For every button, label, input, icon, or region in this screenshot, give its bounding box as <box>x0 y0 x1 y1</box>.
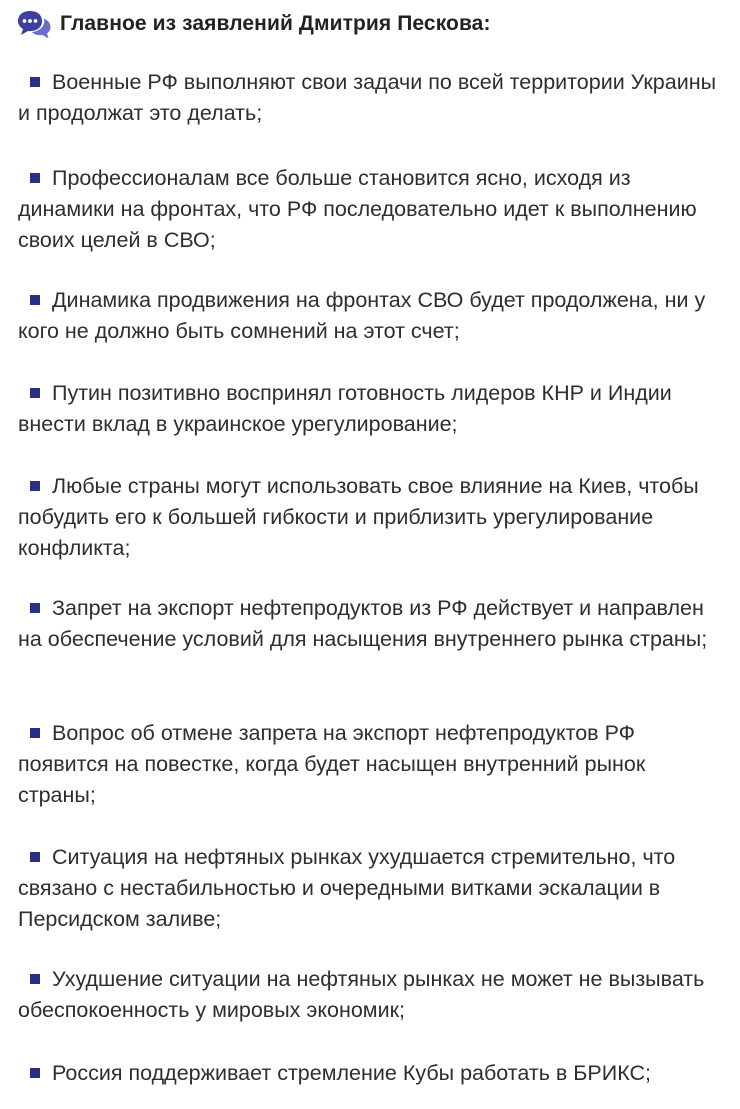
list-item-text: Ухудшение ситуации на нефтяных рынках не может не вызывать обеспокоенность у мировых экономик; <box>18 967 705 1022</box>
list-item <box>18 718 728 811</box>
bullet-square-icon <box>30 728 40 738</box>
list-item <box>18 964 728 1026</box>
bullet-square-icon <box>30 388 40 398</box>
list-item <box>18 285 728 347</box>
bullet-square-icon <box>30 77 40 87</box>
bullet-square-icon <box>30 603 40 613</box>
bullet-square-icon <box>30 173 40 183</box>
bullet-square-icon <box>30 974 40 984</box>
list-item <box>18 593 728 655</box>
list-item-text: Любые страны могут использовать свое влияние на Киев, чтобы побудить его к большей гибкости и приблизить урегулирование конфликта; <box>18 474 699 560</box>
list-item <box>18 163 728 256</box>
bullet-square-icon <box>30 1068 40 1078</box>
list-item-text: Ситуация на нефтяных рынках ухудшается стремительно, что связано с нестабильностью и очередными витками эскалации в Персидском заливе; <box>18 845 676 931</box>
list-item <box>18 1058 728 1089</box>
list-item <box>18 842 728 935</box>
list-item-text: Запрет на экспорт нефтепродуктов из РФ действует и направлен на обеспечение условий для насыщения внутреннего рынка страны; <box>18 596 708 651</box>
page-title: Главное из заявлений Дмитрия Пескова: <box>60 12 491 35</box>
bullet-square-icon <box>30 295 40 305</box>
list-item-text: Путин позитивно воспринял готовность лидеров КНР и Индии внести вклад в украинское урегулирование; <box>18 381 672 436</box>
bullet-square-icon <box>30 481 40 491</box>
list-item <box>18 471 728 564</box>
list-item-text: Динамика продвижения на фронтах СВО будет продолжена, ни у кого не должно быть сомнений на этот счет; <box>18 288 706 343</box>
list-item-text: Россия поддерживает стремление Кубы работать в БРИКС; <box>52 1061 651 1085</box>
list-item <box>18 378 728 440</box>
header <box>16 6 491 42</box>
list-item <box>18 67 728 129</box>
list-item-text: Военные РФ выполняют свои задачи по всей территории Украины и продолжат это делать; <box>18 70 717 125</box>
speech-bubbles-icon <box>16 8 52 40</box>
list-item-text: Вопрос об отмене запрета на экспорт нефтепродуктов РФ появится на повестке, когда будет насыщен внутренний рынок страны; <box>18 721 646 807</box>
list-item-text: Профессионалам все больше становится ясно, исходя из динамики на фронтах, что РФ последовательно идет к выполнению своих целей в СВО; <box>18 166 697 252</box>
bullet-square-icon <box>30 852 40 862</box>
